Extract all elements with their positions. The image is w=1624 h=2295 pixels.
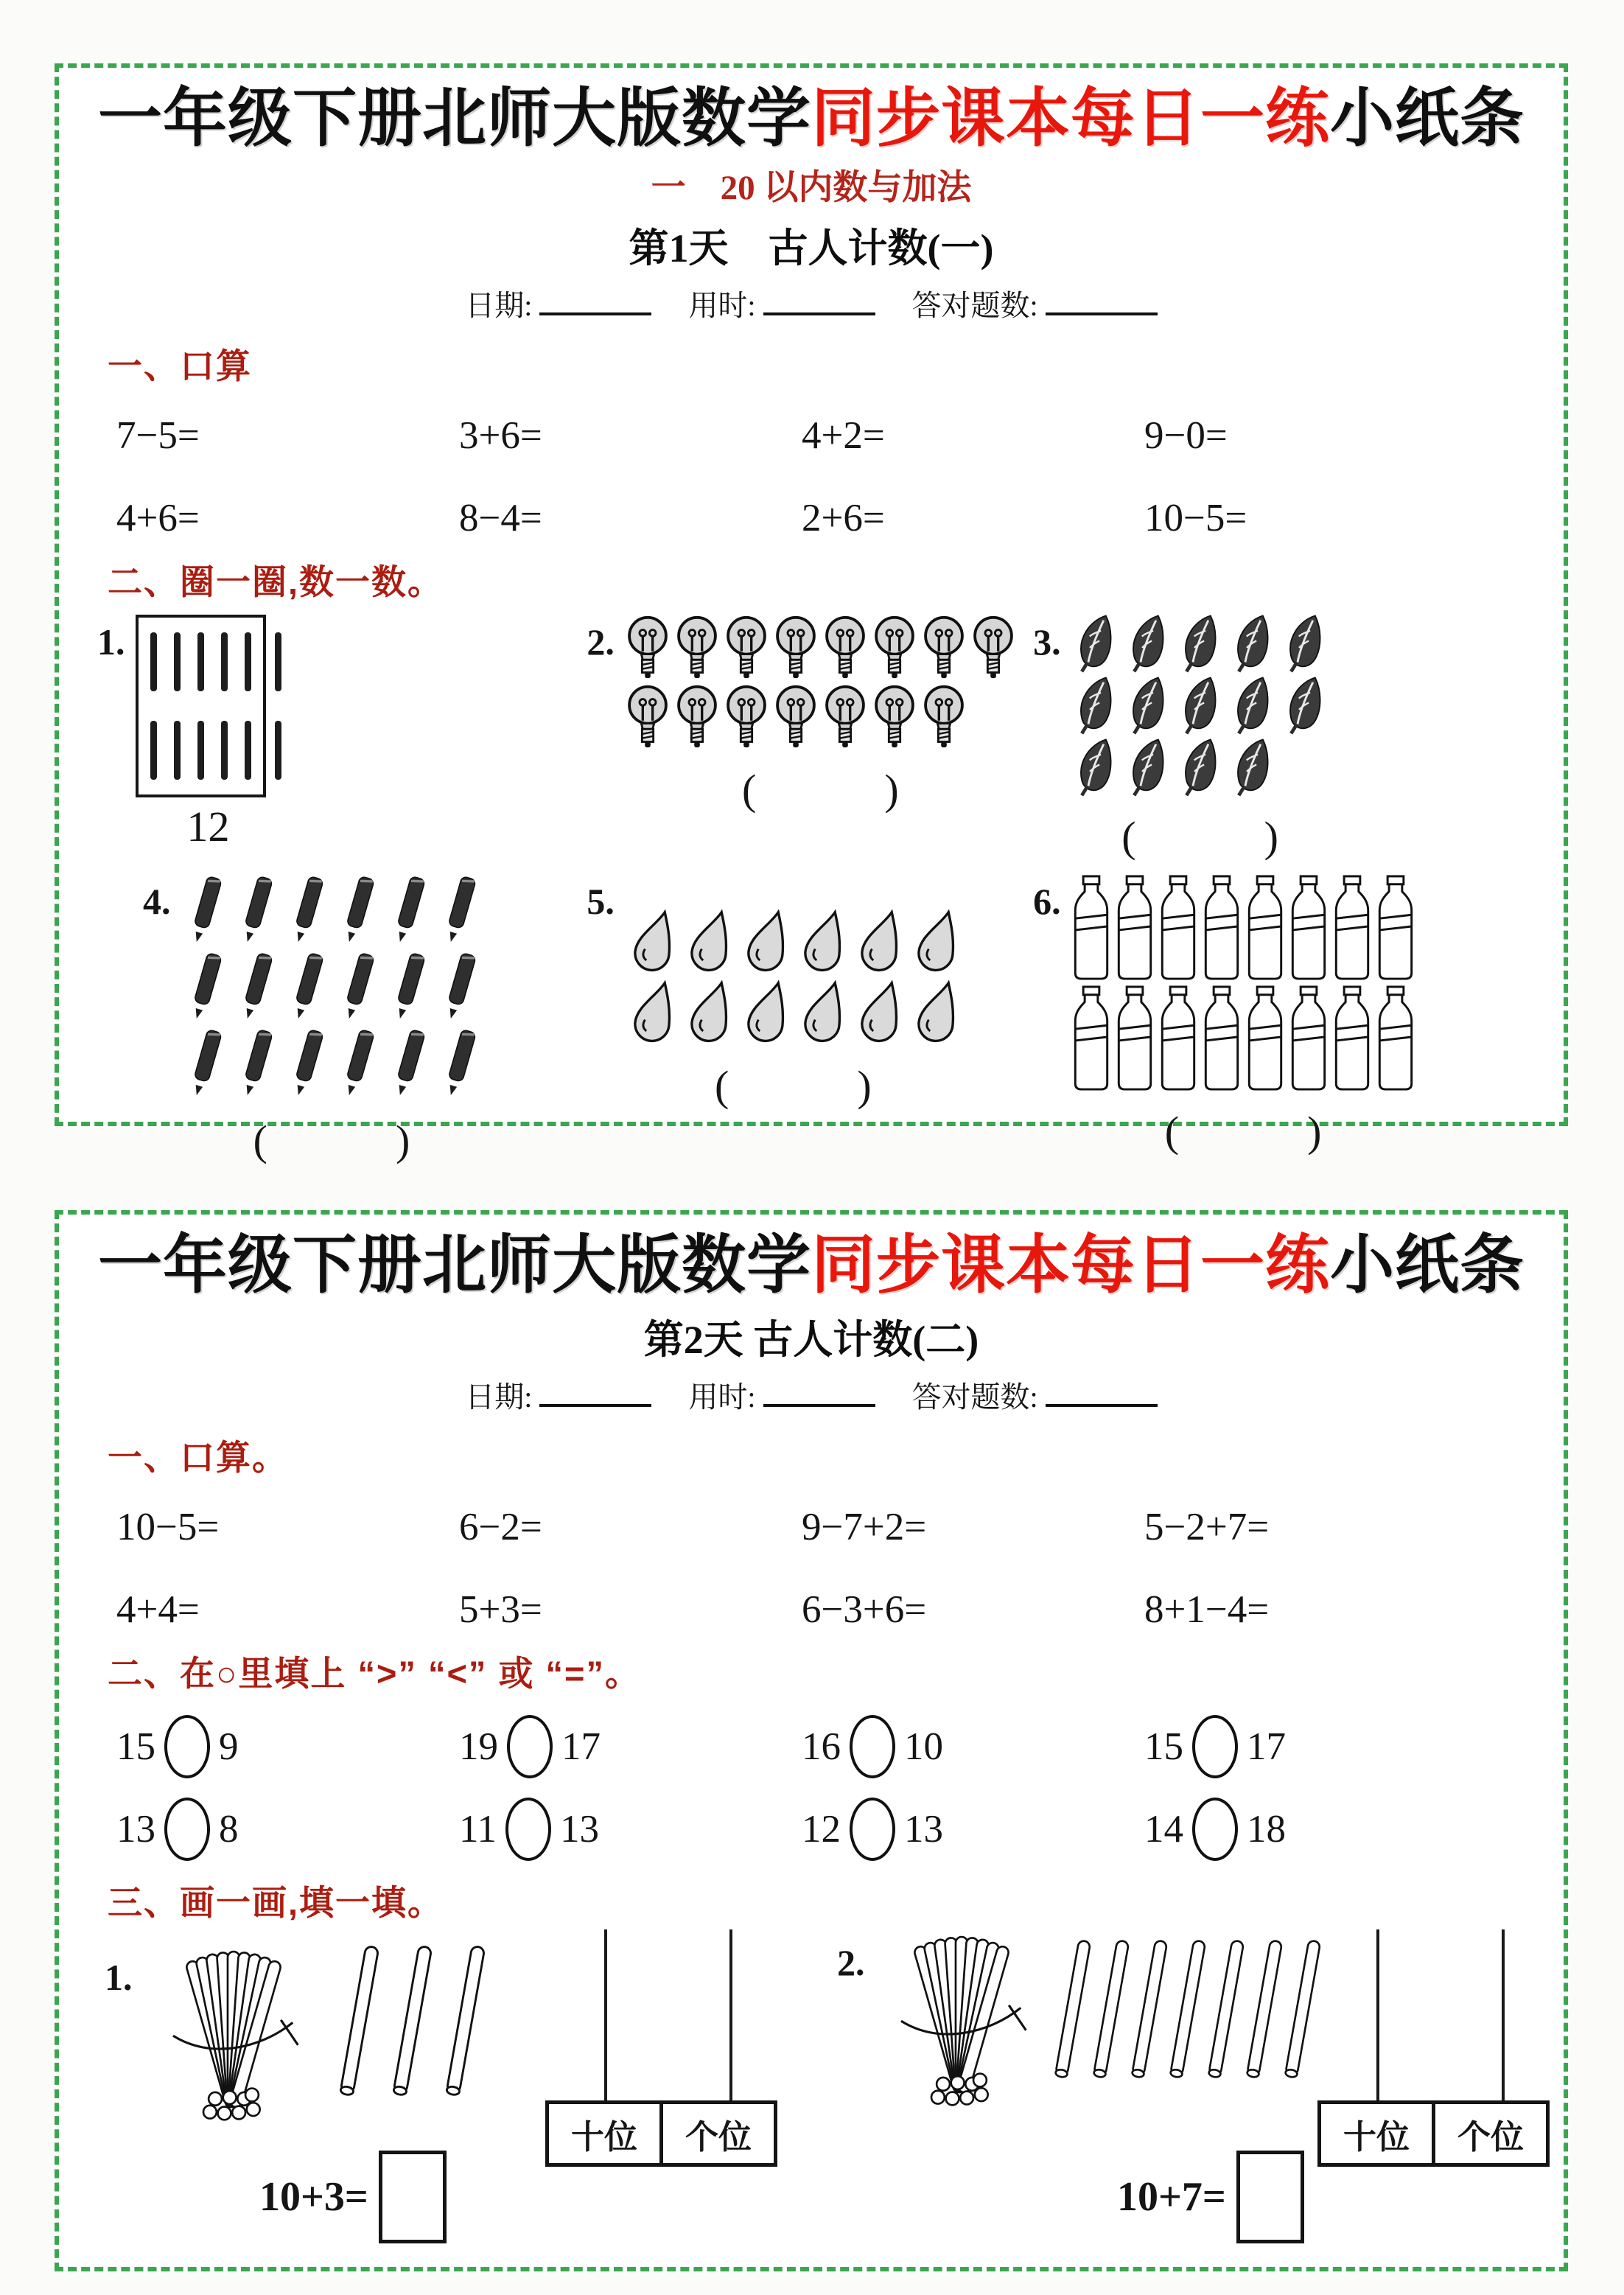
compare-pair <box>802 1715 1144 1778</box>
oral-expression: 2+6= <box>802 497 885 540</box>
oral-expression: 8−4= <box>459 497 542 540</box>
bottle-icon <box>1289 985 1329 1092</box>
counting-item-leaves <box>1033 615 1537 864</box>
counting-item-drops <box>587 874 1033 1167</box>
tally-stick-icon <box>174 721 181 780</box>
tally-stick-icon <box>197 721 204 780</box>
item-label: 1. <box>97 621 125 663</box>
item-label: 2. <box>837 1942 865 1984</box>
counting-item-tally <box>97 615 587 864</box>
compare-left: 15 <box>1144 1725 1183 1769</box>
loose-stick-icon <box>343 1941 380 2102</box>
pencil-row <box>181 1027 483 1101</box>
place-value-table <box>1317 2100 1550 2167</box>
leaf-icon <box>1228 738 1277 797</box>
date-label: 日期: <box>465 1380 533 1414</box>
day1-oral-grid <box>116 413 1537 540</box>
bulb-rows <box>625 615 1016 750</box>
item-body <box>625 874 962 1167</box>
tally-row <box>275 632 281 691</box>
pencil-row <box>181 951 483 1024</box>
oral-expression: 6−2= <box>459 1506 542 1549</box>
water-drop-icon <box>852 979 905 1047</box>
item-label: 5. <box>587 881 615 923</box>
item-answer: 12 <box>186 803 230 851</box>
title-black-left: 一年级下册北师大版数学 <box>98 1229 811 1301</box>
loose-sticks <box>343 1941 486 2102</box>
light-bulb-icon <box>674 615 720 681</box>
light-bulb-icon <box>674 684 720 750</box>
water-drop-icon <box>738 908 791 976</box>
pencil-icon <box>385 1027 432 1101</box>
drop-row <box>625 979 962 1047</box>
equation-line <box>1117 2151 1304 2243</box>
tally-stick-icon <box>197 632 204 691</box>
item-label: 6. <box>1033 881 1061 923</box>
leaf-icon <box>1281 615 1329 674</box>
loose-stick-icon <box>1058 1929 1092 2090</box>
oral-expression: 4+6= <box>116 497 200 540</box>
leaf-icon <box>1124 615 1172 674</box>
compare-right: 10 <box>904 1725 943 1769</box>
compare-left: 12 <box>802 1808 841 1851</box>
compare-circle <box>164 1715 210 1778</box>
pencil-icon <box>334 1027 381 1101</box>
oral-expression: 9−7+2= <box>802 1506 927 1549</box>
oral-expression: 7−5= <box>116 414 200 458</box>
pencil-icon <box>181 951 228 1024</box>
pencil-icon <box>334 951 381 1024</box>
compare-circle <box>1192 1715 1238 1778</box>
day2-meta-line <box>85 1374 1537 1416</box>
leaf-icon <box>1124 677 1172 736</box>
time-label: 用时: <box>688 1380 756 1414</box>
compare-right: 17 <box>1247 1725 1286 1769</box>
leaf-icon <box>1124 738 1172 797</box>
bottle-icon <box>1071 985 1111 1092</box>
compare-pair <box>116 1798 459 1861</box>
title-black-left: 一年级下册北师大版数学 <box>98 83 811 154</box>
compare-circle <box>507 1715 553 1778</box>
bottle-icon <box>1332 985 1372 1092</box>
oral-expression: 3+6= <box>459 414 542 458</box>
drop-row <box>625 908 962 976</box>
oral-expression: 5−2+7= <box>1144 1506 1270 1549</box>
tens-place-cell: 十位 <box>1317 2100 1435 2167</box>
drop-rows <box>625 908 962 1047</box>
light-bulb-icon <box>970 615 1016 681</box>
stick-bundle-icon <box>155 1949 312 2125</box>
oral-expression: 10−5= <box>1144 497 1247 540</box>
tally-stick-icon <box>174 632 181 691</box>
item-label: 2. <box>587 621 615 663</box>
bottle-icon <box>1376 985 1415 1092</box>
pencil-rows <box>181 874 483 1101</box>
bottle-row <box>1071 874 1415 982</box>
worksheet-title <box>85 83 1537 154</box>
ones-place-cell: 个位 <box>659 2100 777 2167</box>
tens-place-cell: 十位 <box>545 2100 663 2167</box>
pencil-icon <box>283 874 330 948</box>
tally-stick-icon <box>275 721 281 780</box>
bottle-icon <box>1115 874 1155 982</box>
item-label: 4. <box>143 881 171 923</box>
day2-draw-row <box>100 1929 1537 2236</box>
leaf-row <box>1071 677 1329 736</box>
worksheet-title <box>85 1229 1537 1301</box>
bottle-icon <box>1202 874 1242 982</box>
place-value-rod-tens <box>604 1929 607 2100</box>
bottle-icon <box>1158 874 1198 982</box>
water-drop-icon <box>795 908 848 976</box>
pencil-icon <box>181 874 228 948</box>
oral-expression: 8+1−4= <box>1144 1588 1270 1632</box>
leaf-icon <box>1176 738 1225 797</box>
date-blank <box>539 289 651 315</box>
leaf-row <box>1071 615 1329 674</box>
leaf-icon <box>1176 615 1225 674</box>
leaf-icon <box>1071 677 1120 736</box>
compare-pair <box>802 1798 1144 1861</box>
item-body <box>181 874 483 1167</box>
score-label: 答对题数: <box>911 1380 1038 1414</box>
counting-item-pencils <box>143 874 587 1167</box>
counting-item-bulbs <box>587 615 1033 864</box>
tally-stick-icon <box>245 632 251 691</box>
tally-row <box>150 721 251 780</box>
oral-expression: 9−0= <box>1144 414 1228 458</box>
equation-line <box>259 2151 447 2243</box>
pencil-icon <box>232 874 279 948</box>
time-blank <box>763 289 875 315</box>
ones-place-cell: 个位 <box>1432 2100 1550 2167</box>
loose-sticks <box>1058 1929 1322 2090</box>
tally-figure <box>136 615 281 797</box>
tally-row <box>275 721 281 780</box>
place-value-rod-tens <box>1376 1929 1379 2100</box>
light-bulb-icon <box>822 615 868 681</box>
item-body <box>136 615 281 864</box>
compare-pair <box>459 1715 802 1778</box>
leaf-row <box>1071 738 1329 797</box>
pencil-icon <box>385 874 432 948</box>
title-black-right: 小纸条 <box>1330 83 1525 154</box>
tally-circled-box <box>136 615 266 797</box>
pencil-icon <box>181 1027 228 1101</box>
place-value-widget <box>1315 1929 1565 2170</box>
tally-stick-icon <box>275 632 281 691</box>
light-bulb-icon <box>724 615 769 681</box>
draw-item-2 <box>837 1929 1567 2236</box>
bottle-rows <box>1071 874 1415 1092</box>
item-label: 3. <box>1033 621 1061 663</box>
place-value-rod-ones <box>729 1929 732 2100</box>
equation-text: 10+7= <box>1117 2174 1226 2221</box>
date-blank <box>539 1380 651 1407</box>
water-drop-icon <box>682 979 735 1047</box>
loose-stick-icon <box>1173 1929 1207 2090</box>
bottle-icon <box>1289 874 1329 982</box>
loose-stick-icon <box>1211 1929 1245 2090</box>
day1-counting-grid <box>97 615 1537 1167</box>
day2-compare-grid <box>116 1715 1537 1861</box>
compare-left: 14 <box>1144 1808 1183 1851</box>
compare-circle <box>850 1715 895 1778</box>
day2-compare-heading: 二、在○里填上 “>” “<” 或 “=”。 <box>108 1654 641 1694</box>
compare-right: 8 <box>219 1808 239 1851</box>
score-blank <box>1046 1380 1158 1407</box>
day2-draw-heading: 三、画一画,填一填。 <box>108 1883 444 1923</box>
score-blank <box>1046 289 1158 315</box>
compare-pair <box>459 1798 802 1861</box>
oral-expression: 4+2= <box>802 414 885 458</box>
draw-item-1 <box>100 1929 837 2236</box>
bottle-icon <box>1332 874 1372 982</box>
oral-expression: 10−5= <box>116 1506 220 1549</box>
compare-pair <box>1144 1798 1537 1861</box>
tally-stick-icon <box>150 632 157 691</box>
compare-left: 19 <box>459 1725 498 1769</box>
time-label: 用时: <box>688 289 756 323</box>
stick-bundle-icon <box>883 1934 1040 2111</box>
light-bulb-icon <box>921 615 967 681</box>
pencil-icon <box>232 951 279 1024</box>
leaf-icon <box>1071 615 1120 674</box>
item-body <box>1071 874 1415 1167</box>
compare-left: 11 <box>459 1808 497 1851</box>
bottle-row <box>1071 985 1415 1092</box>
water-drop-icon <box>909 908 962 976</box>
water-drop-icon <box>625 979 678 1047</box>
day2-oral-grid <box>116 1505 1537 1632</box>
bottle-icon <box>1376 874 1415 982</box>
water-drop-icon <box>909 979 962 1047</box>
light-bulb-icon <box>921 684 967 750</box>
day1-panel <box>55 63 1568 1165</box>
light-bulb-icon <box>625 684 671 750</box>
tally-stick-icon <box>150 721 157 780</box>
bottle-icon <box>1115 985 1155 1092</box>
oral-expression: 6−3+6= <box>802 1588 927 1632</box>
compare-right: 13 <box>560 1808 600 1851</box>
compare-pair <box>1144 1715 1537 1778</box>
counting-item-bottles <box>1033 874 1537 1167</box>
score-label: 答对题数: <box>911 289 1038 323</box>
unit-subtitle: 一 20 以内数与加法 <box>651 169 972 208</box>
day1-title: 第1天 古人计数(一) <box>629 226 994 271</box>
place-value-table <box>545 2100 777 2167</box>
compare-left: 13 <box>116 1808 155 1851</box>
equation-text: 10+3= <box>259 2174 368 2221</box>
loose-stick-icon <box>1250 1929 1284 2090</box>
oral-expression: 4+4= <box>116 1588 200 1632</box>
compare-right: 17 <box>561 1725 601 1769</box>
compare-pair <box>116 1715 459 1778</box>
tally-stick-icon <box>221 632 228 691</box>
compare-right: 18 <box>1247 1808 1286 1851</box>
tally-outside-box <box>266 615 281 797</box>
day1-counting-heading: 二、圈一圈,数一数。 <box>108 562 444 602</box>
leaf-icon <box>1228 677 1277 736</box>
title-black-right: 小纸条 <box>1330 1229 1525 1301</box>
place-value-widget <box>542 1929 793 2170</box>
item-answer: ( ) <box>715 1062 872 1111</box>
loose-stick-icon <box>1096 1929 1130 2090</box>
compare-circle <box>1192 1798 1238 1861</box>
time-blank <box>763 1380 875 1407</box>
light-bulb-icon <box>773 684 819 750</box>
loose-stick-icon <box>449 1941 486 2102</box>
bottle-icon <box>1202 985 1242 1092</box>
pencil-icon <box>283 951 330 1024</box>
light-bulb-icon <box>773 615 819 681</box>
compare-left: 16 <box>802 1725 841 1769</box>
item-label: 1. <box>105 1957 133 1999</box>
bulb-row <box>625 615 1016 681</box>
leaf-icon <box>1228 615 1277 674</box>
pencil-icon <box>283 1027 330 1101</box>
tally-stick-icon <box>245 721 251 780</box>
leaf-rows <box>1071 615 1329 797</box>
pencil-row <box>181 874 483 948</box>
light-bulb-icon <box>724 684 769 750</box>
compare-circle <box>164 1798 210 1861</box>
bottle-icon <box>1245 985 1285 1092</box>
light-bulb-icon <box>872 684 917 750</box>
item-answer: ( ) <box>742 766 899 814</box>
pencil-icon <box>435 1027 483 1101</box>
tally-row <box>150 632 251 691</box>
pencil-icon <box>232 1027 279 1101</box>
place-value-rod-ones <box>1502 1929 1505 2100</box>
item-body <box>625 615 1016 864</box>
answer-box <box>1236 2151 1304 2243</box>
compare-circle <box>850 1798 895 1861</box>
water-drop-icon <box>625 908 678 976</box>
bottle-icon <box>1245 874 1285 982</box>
oral-expression: 5+3= <box>459 1588 542 1632</box>
bottle-icon <box>1158 985 1198 1092</box>
leaf-icon <box>1281 677 1329 736</box>
compare-left: 15 <box>116 1725 155 1769</box>
item-answer: ( ) <box>1121 813 1278 862</box>
pencil-icon <box>435 874 483 948</box>
water-drop-icon <box>682 908 735 976</box>
water-drop-icon <box>852 908 905 976</box>
title-red-middle: 同步课本每日一练 <box>811 83 1330 154</box>
pencil-icon <box>334 874 381 948</box>
day1-meta-line <box>85 282 1537 324</box>
loose-stick-icon <box>1135 1929 1169 2090</box>
light-bulb-icon <box>625 615 671 681</box>
item-answer: ( ) <box>253 1117 410 1165</box>
water-drop-icon <box>738 979 791 1047</box>
compare-right: 9 <box>219 1725 239 1769</box>
leaf-icon <box>1071 738 1120 797</box>
title-red-middle: 同步课本每日一练 <box>811 1229 1330 1301</box>
pencil-icon <box>385 951 432 1024</box>
light-bulb-icon <box>872 615 917 681</box>
item-answer: ( ) <box>1164 1108 1322 1156</box>
day2-oral-heading: 一、口算。 <box>108 1438 288 1478</box>
day2-title: 第2天 古人计数(二) <box>643 1318 979 1363</box>
bulb-row <box>625 684 1016 750</box>
date-label: 日期: <box>465 289 533 323</box>
item-body <box>1071 615 1329 864</box>
leaf-icon <box>1176 677 1225 736</box>
bottle-icon <box>1071 874 1111 982</box>
light-bulb-icon <box>822 684 868 750</box>
water-drop-icon <box>795 979 848 1047</box>
compare-circle <box>505 1798 551 1861</box>
tally-stick-icon <box>221 721 228 780</box>
answer-box <box>379 2151 447 2243</box>
compare-right: 13 <box>904 1808 943 1851</box>
day1-oral-heading: 一、口算 <box>108 346 252 386</box>
day2-panel <box>55 1210 1568 2271</box>
loose-stick-icon <box>396 1941 433 2102</box>
pencil-icon <box>435 951 483 1024</box>
